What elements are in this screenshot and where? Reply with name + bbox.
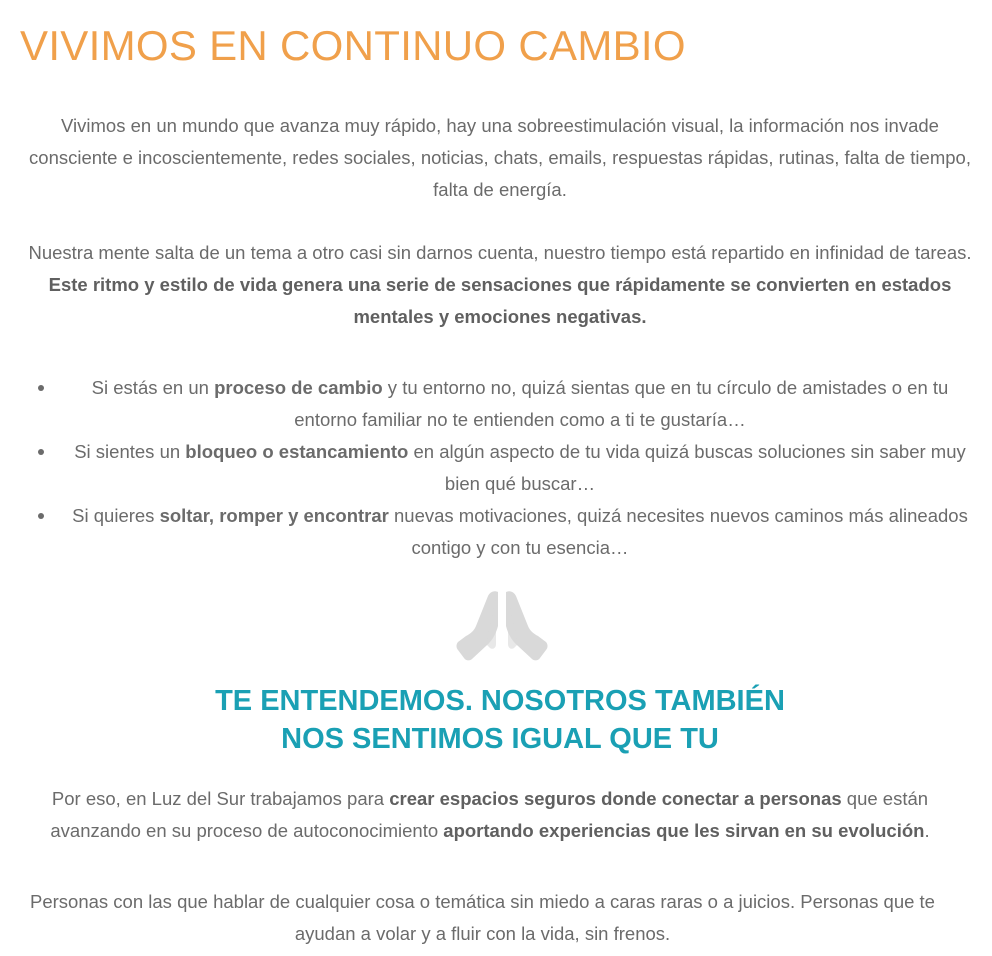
section-subtitle <box>0 682 992 758</box>
subtitle-line-2: NOS SENTIMOS IGUAL QUE TU <box>281 723 719 755</box>
closing-paragraph-2: Personas con las que hablar de cualquier cosa o temática sin miedo a caras raras o a juicios. Personas que te ayudan a volar y a fluir con la vida, sin frenos. <box>30 891 935 944</box>
bullet-bold: proceso de cambio <box>214 377 383 398</box>
bullet-text: y tu entorno no, quizá sientas que en tu círculo de amistades o en tu entorno familiar no te entienden como a ti te gustaría… <box>294 377 949 430</box>
bullet-dot-icon <box>38 385 44 391</box>
intro-paragraph-2 <box>20 237 980 333</box>
praying-hands-icon <box>456 586 548 662</box>
closing-bold: aportando experiencias que les sirvan en su evolución <box>443 820 925 841</box>
bullet-dot-icon <box>38 513 44 519</box>
bullet-text: Si quieres <box>72 505 160 526</box>
intro-paragraph-2-text: Nuestra mente salta de un tema a otro casi sin darnos cuenta, nuestro tiempo está repartido en infinidad de tareas. <box>28 242 972 263</box>
list-item <box>30 436 980 500</box>
page-title: VIVIMOS EN CONTINUO CAMBIO <box>20 22 686 69</box>
subtitle-line-1: TE ENTENDEMOS. NOSOTROS TAMBIÉN <box>215 685 785 717</box>
list-item <box>30 500 980 564</box>
closing-paragraph-1 <box>20 783 960 847</box>
intro-paragraph-2-bold: Este ritmo y estilo de vida genera una serie de sensaciones que rápidamente se convierten en estados mentales y emociones negativas. <box>48 274 952 327</box>
closing-text: . <box>924 820 930 841</box>
bullet-bold: bloqueo o estancamiento <box>185 441 409 462</box>
bullet-list <box>30 372 980 564</box>
list-item <box>30 372 980 436</box>
closing-bold: crear espacios seguros donde conectar a personas <box>389 788 842 809</box>
bullet-text: Si estás en un <box>91 377 215 398</box>
closing-text: Por eso, en Luz del Sur trabajamos para <box>51 788 390 809</box>
bullet-text: en algún aspecto de tu vida quizá buscas soluciones sin saber muy bien qué buscar… <box>408 441 966 494</box>
bullet-text: nuevas motivaciones, quizá necesites nuevos caminos más alineados contigo y con tu esencia… <box>388 505 968 558</box>
closing-text: que están avanzando en su proceso de autoconocimiento <box>50 788 929 841</box>
bullet-text: Si sientes un <box>74 441 186 462</box>
intro-paragraph-1: Vivimos en un mundo que avanza muy rápido, hay una sobreestimulación visual, la información nos invade consciente e incoscientemente, redes sociales, noticias, chats, emails, respuestas rápidas, rutinas, falta de tiempo, falta de energía. <box>29 115 971 200</box>
bullet-bold: soltar, romper y encontrar <box>159 505 389 526</box>
bullet-dot-icon <box>38 449 44 455</box>
